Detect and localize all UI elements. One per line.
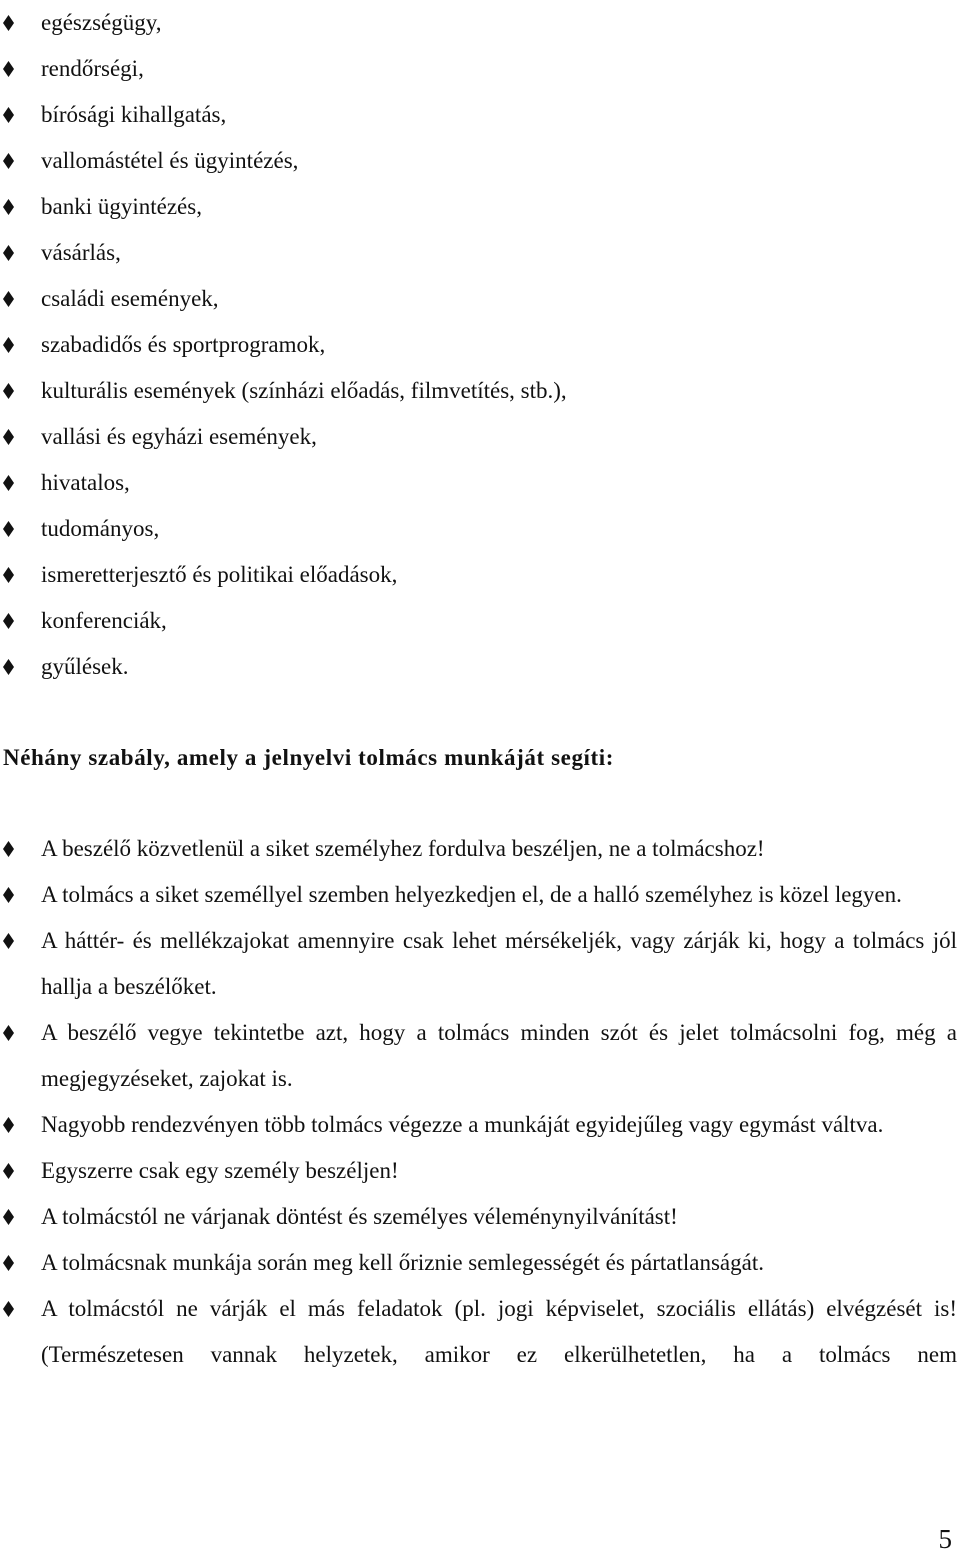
diamond-bullet-icon	[3, 475, 14, 491]
list-item-text: rendőrségi,	[41, 56, 144, 81]
diamond-bullet-icon	[3, 1163, 14, 1179]
diamond-bullet-icon	[3, 1301, 14, 1317]
rule-item	[0, 872, 957, 918]
list-item-text: ismeretterjesztő és politikai előadások,	[41, 562, 398, 587]
rule-item	[0, 1194, 957, 1240]
list-item	[0, 506, 957, 552]
list-item-text: kulturális események (színházi előadás, filmvetítés, stb.),	[41, 378, 567, 403]
rule-item-text: A háttér- és mellékzajokat amennyire csak lehet mérsékeljék, vagy zárják ki, hogy a tolmács jól hallja a beszélőket.	[41, 928, 957, 999]
rule-item-text: A tolmácstól ne várják el más feladatok (pl. jogi képviselet, szociális ellátás) elvégzését is! (Természetesen vannak helyzetek, amikor ez elkerülhetetlen, ha a tolmács nem	[41, 1296, 957, 1367]
rule-item-text: A tolmácsnak munkája során meg kell őriznie semlegességét és pártatlanságát.	[41, 1250, 764, 1275]
diamond-bullet-icon	[3, 15, 14, 31]
list-item	[0, 230, 957, 276]
rule-item-text: A beszélő vegye tekintetbe azt, hogy a tolmács minden szót és jelet tolmácsolni fog, még a megjegyzéseket, zajokat is.	[41, 1020, 957, 1091]
diamond-bullet-icon	[3, 291, 14, 307]
list-item-text: vásárlás,	[41, 240, 121, 265]
diamond-bullet-icon	[3, 337, 14, 353]
diamond-bullet-icon	[3, 1255, 14, 1271]
diamond-bullet-icon	[3, 659, 14, 675]
diamond-bullet-icon	[3, 613, 14, 629]
diamond-bullet-icon	[3, 933, 14, 949]
rule-item-text: Egyszerre csak egy személy beszéljen!	[41, 1158, 399, 1183]
rule-item-text: A tolmácstól ne várjanak döntést és személyes véleménynyilvánítást!	[41, 1204, 678, 1229]
list-item-text: egészségügy,	[41, 10, 162, 35]
diamond-bullet-icon	[3, 383, 14, 399]
rule-item-text: Nagyobb rendezvényen több tolmács végezze a munkáját egyidejűleg vagy egymást váltva.	[41, 1112, 884, 1137]
list-item	[0, 368, 957, 414]
list-item	[0, 644, 957, 690]
diamond-bullet-icon	[3, 153, 14, 169]
rule-item	[0, 918, 957, 1010]
rule-item	[0, 826, 957, 872]
list-item	[0, 414, 957, 460]
rule-item-text: A tolmács a siket személlyel szemben helyezkedjen el, de a halló személyhez is közel legyen.	[41, 882, 902, 907]
diamond-bullet-icon	[3, 1209, 14, 1225]
diamond-bullet-icon	[3, 245, 14, 261]
list-item-text: családi események,	[41, 286, 219, 311]
rule-item	[0, 1148, 957, 1194]
list-item	[0, 184, 957, 230]
diamond-bullet-icon	[3, 1117, 14, 1133]
list-item-text: szabadidős és sportprogramok,	[41, 332, 326, 357]
diamond-bullet-icon	[3, 429, 14, 445]
rule-item-text: A beszélő közvetlenül a siket személyhez fordulva beszéljen, ne a tolmácshoz!	[41, 836, 765, 861]
rule-item	[0, 1286, 957, 1378]
list-item	[0, 138, 957, 184]
setting-list	[0, 0, 957, 690]
diamond-bullet-icon	[3, 1025, 14, 1041]
list-item	[0, 598, 957, 644]
list-item-text: vallomástétel és ügyintézés,	[41, 148, 299, 173]
list-item-text: konferenciák,	[41, 608, 167, 633]
list-item	[0, 46, 957, 92]
list-item-text: banki ügyintézés,	[41, 194, 202, 219]
list-item	[0, 322, 957, 368]
list-item-text: gyűlések.	[41, 654, 129, 679]
list-item	[0, 0, 957, 46]
list-item-text: hivatalos,	[41, 470, 130, 495]
diamond-bullet-icon	[3, 841, 14, 857]
diamond-bullet-icon	[3, 887, 14, 903]
diamond-bullet-icon	[3, 567, 14, 583]
list-item	[0, 552, 957, 598]
rule-item	[0, 1010, 957, 1102]
list-item-text: bírósági kihallgatás,	[41, 102, 227, 127]
list-item-text: tudományos,	[41, 516, 160, 541]
list-item	[0, 92, 957, 138]
list-item-text: vallási és egyházi események,	[41, 424, 317, 449]
diamond-bullet-icon	[3, 61, 14, 77]
page-number: 5	[938, 1524, 952, 1554]
diamond-bullet-icon	[3, 199, 14, 215]
list-item	[0, 276, 957, 322]
list-item	[0, 460, 957, 506]
rules-list	[0, 826, 957, 1378]
section-heading: Néhány szabály, amely a jelnyelvi tolmács munkáját segíti:	[3, 745, 615, 770]
rule-item	[0, 1102, 957, 1148]
diamond-bullet-icon	[3, 521, 14, 537]
rule-item	[0, 1240, 957, 1286]
diamond-bullet-icon	[3, 107, 14, 123]
